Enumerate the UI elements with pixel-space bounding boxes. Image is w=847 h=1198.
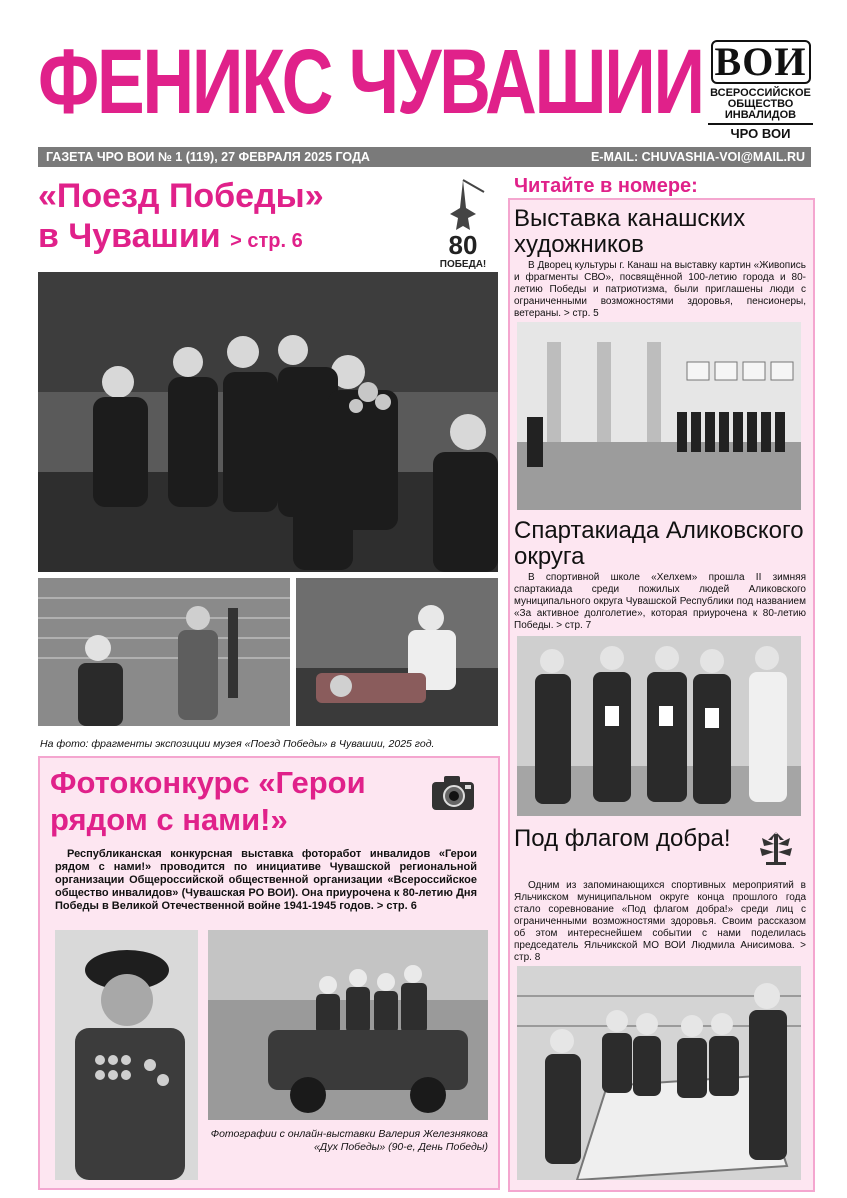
lead-main-photo <box>38 272 498 572</box>
exhibition-photo <box>517 322 801 510</box>
chuvash-tree-emblem-icon <box>756 826 796 866</box>
contest-text: Республиканская конкурсная выставка фоторабот инвалидов «Герои рядом с нами!» проводится по инициативе Чувашской региональной организации Общероссийской общественной организации «Всероссийское общество инвалидов» (Чувашская РО ВОИ). Она приурочена к 80-летию Дня Победы в Великой Отечественной войне 1941-1945 годов. > стр. 6 <box>55 848 477 912</box>
lead-headline-line1: «Поезд Победы» <box>38 177 324 215</box>
veteran-portrait-photo <box>55 930 198 1180</box>
contest-headline <box>50 764 430 838</box>
voi-logo-mark: ВОИ <box>711 40 811 84</box>
lead-headline-line2 <box>38 216 438 261</box>
camera-icon <box>430 772 476 812</box>
article-title-spartakiad: Спартакиада Аликовского округа <box>514 517 804 570</box>
victory-80-emblem <box>432 178 494 270</box>
lead-headline <box>38 176 438 261</box>
emblem-text: ПОБЕДА! <box>439 259 487 270</box>
voi-logo-line3: ИНВАЛИДОВ <box>724 109 797 121</box>
article-title-exhibition: Выставка канашских художников <box>514 205 746 258</box>
lead-page-ref: > стр. 6 <box>230 230 303 252</box>
museum-photo-nurse <box>296 578 498 726</box>
spartakiad-photo <box>517 636 801 816</box>
article-text-spartakiad: В спортивной школе «Хелхем» прошла II зимняя спартакиада среди пожилых людей Аликовского муниципального округа Чувашской Республики под названием «За активное долголетие», которая приурочена к 80-летию Победы. > стр. 7 <box>514 572 806 631</box>
museum-photo-soldiers <box>38 578 290 726</box>
contest-headline-line2: рядом с нами!» <box>50 802 288 837</box>
issue-info-bar <box>38 147 811 167</box>
kindness-flag-photo <box>517 966 801 1180</box>
emblem-number: 80 <box>448 230 478 260</box>
voi-logo <box>708 40 813 145</box>
email-label: E-MAIL: CHUVASHIA-VOI@MAIL.RU <box>590 150 805 164</box>
newspaper-title: ФЕНИКС ЧУВАШИИ <box>38 31 703 133</box>
voi-logo-line1: ВСЕРОССИЙСКОЕ <box>710 87 811 99</box>
contest-headline-line1: Фотоконкурс «Герои <box>50 765 366 800</box>
in-this-issue-heading: Читайте в номере: <box>514 175 698 197</box>
voi-logo-branch: ЧРО ВОИ <box>708 123 813 141</box>
issue-label: ГАЗЕТА ЧРО ВОИ № 1 (119), 27 ФЕВРАЛЯ 2025 ГОДА <box>46 150 370 164</box>
parade-car-photo <box>208 930 488 1120</box>
lead-photo-caption: На фото: фрагменты экспозиции музея «Поезд Победы» в Чувашии, 2025 год. <box>40 738 435 750</box>
lead-headline-line2-text: в Чувашии <box>38 217 221 255</box>
article-title-kindness-flag: Под флагом добра! <box>514 825 731 852</box>
article-text-exhibition: В Дворец культуры г. Канаш на выставку картин «Живопись и фрагменты СВО», посвящённой 100-летию города и 80-летию Победы и патриотизма, были приглашены люди с ограниченными возможностями здоровья, пенсионеры, ветераны. > стр. 5 <box>514 260 806 319</box>
article-text-kindness-flag: Одним из запоминающихся спортивных мероприятий в Яльчикском муниципальном округе конца прошлого года стало соревнование «Под флагом добра!» среди лиц с ограниченными возможностями здоровья. Своим рассказом об этом интереснейшем событии с нами поделилась председатель Яльчикской МО ВОИ Людмила Анисимова. > стр. 8 <box>514 880 806 963</box>
contest-photo-caption: Фотографии с онлайн-выставки Валерия Железнякова «Дух Победы» (90-е, День Победы) <box>210 1128 488 1153</box>
voi-logo-line2: ОБЩЕСТВО <box>727 98 794 110</box>
